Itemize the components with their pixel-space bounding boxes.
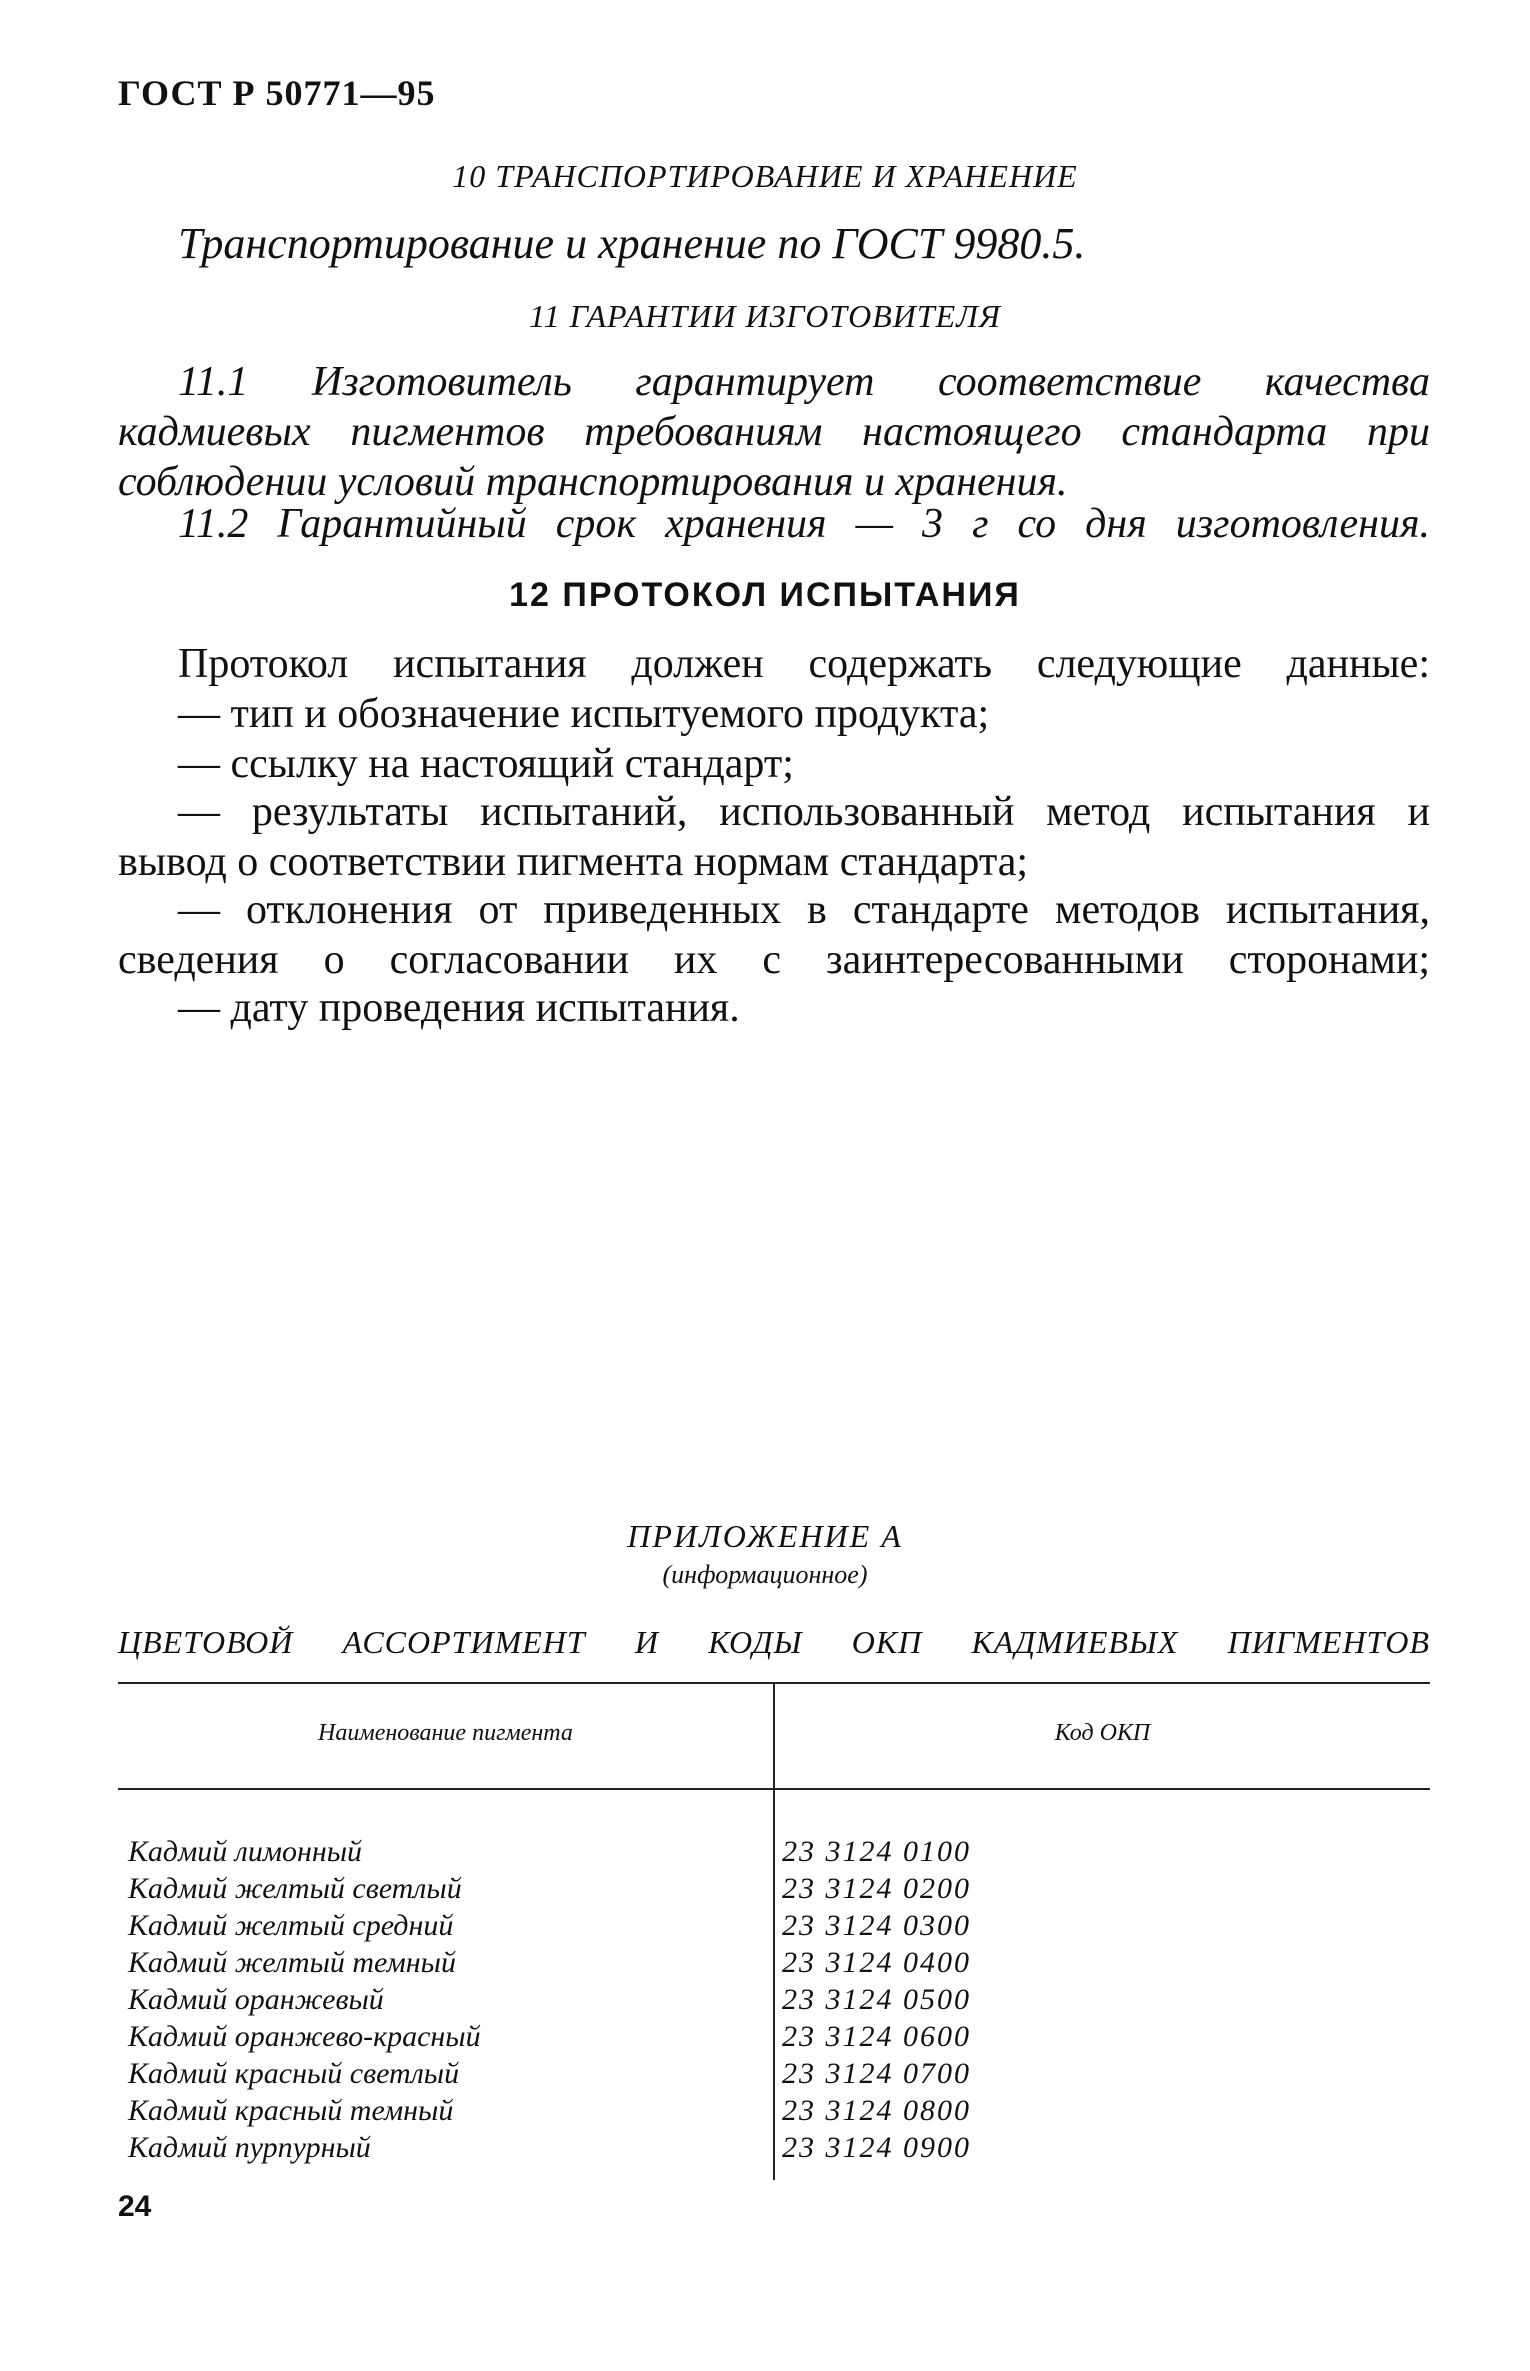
okp-code: 23 3124 0200 [782, 1872, 971, 1905]
okp-code: 23 3124 0800 [782, 2094, 971, 2127]
section-10-title: 10 ТРАНСПОРТИРОВАНИЕ И ХРАНЕНИЕ [452, 158, 1078, 194]
okp-code: 23 3124 0500 [782, 1983, 971, 2016]
pigment-name: Кадмий желтый средний [128, 1909, 454, 1942]
section-11-title: 11 ГАРАНТИИ ИЗГОТОВИТЕЛЯ [529, 298, 1001, 334]
section-11-1-line3: соблюдении условий транспортирования и хранения. [118, 459, 1068, 505]
pigment-name: Кадмий пурпурный [128, 2131, 371, 2164]
protocol-item-3-line2: вывод о соответствии пигмента нормам стандарта; [118, 839, 1029, 885]
okp-code: 23 3124 0600 [782, 2020, 971, 2053]
page-number: 24 [118, 2190, 152, 2223]
section-11-2: 11.2 Гарантийный срок хранения — 3 г со дня изготовления. [178, 501, 1430, 547]
protocol-item-1: — тип и обозначение испытуемого продукта; [178, 691, 990, 737]
pigment-name: Кадмий оранжево-красный [128, 2020, 481, 2053]
pigment-name: Кадмий красный темный [128, 2094, 454, 2127]
okp-code: 23 3124 0100 [782, 1835, 971, 1868]
column-header-okp-code: Код ОКП [1054, 1720, 1151, 1746]
okp-code: 23 3124 0900 [782, 2131, 971, 2164]
protocol-intro: Протокол испытания должен содержать следующие данные: [178, 641, 1430, 687]
standard-code: ГОСТ Р 50771—95 [118, 73, 436, 113]
appendix-subtitle: (информационное) [662, 1560, 868, 1589]
appendix-title: ПРИЛОЖЕНИЕ А [627, 1518, 903, 1554]
okp-code: 23 3124 0400 [782, 1946, 971, 1979]
pigment-name: Кадмий оранжевый [128, 1983, 384, 2016]
pigment-name: Кадмий желтый светлый [128, 1872, 462, 1905]
okp-code: 23 3124 0300 [782, 1909, 971, 1942]
protocol-item-4-line2: сведения о согласовании их с заинтересованными сторонами; [118, 937, 1430, 983]
table-column-divider [773, 1682, 775, 2180]
protocol-item-5: — дату проведения испытания. [178, 985, 740, 1031]
pigment-name: Кадмий желтый темный [128, 1946, 456, 1979]
section-12-title: 12 ПРОТОКОЛ ИСПЫТАНИЯ [509, 576, 1021, 614]
protocol-item-3-line1: — результаты испытаний, использованный метод испытания и [178, 789, 1430, 835]
pigment-name: Кадмий лимонный [128, 1835, 363, 1868]
okp-code: 23 3124 0700 [782, 2057, 971, 2090]
table-title: ЦВЕТОВОЙ АССОРТИМЕНТ И КОДЫ ОКП КАДМИЕВЫХ ПИГМЕНТОВ [118, 1624, 1430, 1660]
section-11-1-line2: кадмиевых пигментов требованиям настоящего стандарта при [118, 409, 1430, 455]
section-11-1-line1: 11.1 Изготовитель гарантирует соответствие качества [178, 359, 1430, 405]
table-header-rule [118, 1788, 1430, 1790]
protocol-item-4-line1: — отклонения от приведенных в стандарте методов испытания, [178, 887, 1430, 933]
pigment-name: Кадмий красный светлый [128, 2057, 460, 2090]
protocol-item-2: — ссылку на настоящий стандарт; [178, 741, 794, 787]
column-header-pigment-name: Наименование пигмента [318, 1720, 573, 1746]
section-10-text: Транспортирование и хранение по ГОСТ 9980.5. [178, 219, 1086, 268]
